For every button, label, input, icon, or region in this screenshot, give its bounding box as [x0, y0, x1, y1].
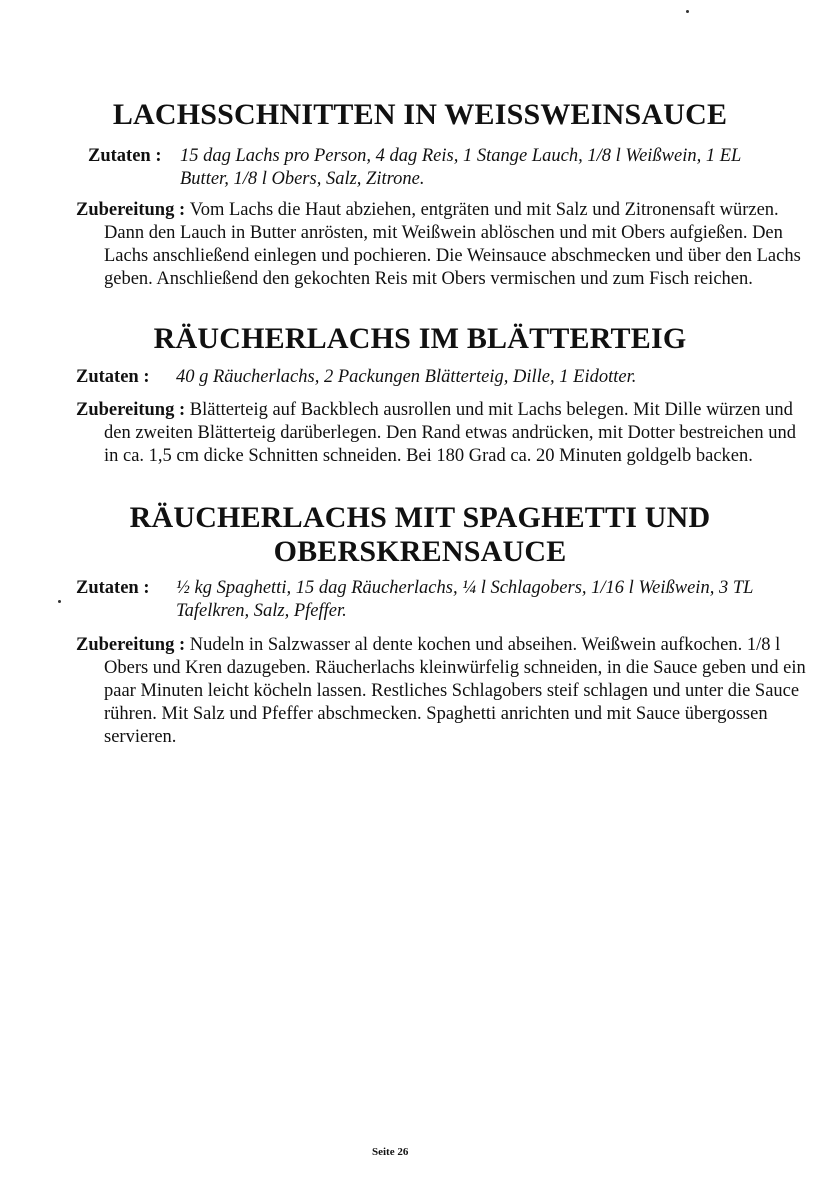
scan-speck — [58, 600, 61, 603]
ingredients-text: 15 dag Lachs pro Person, 4 dag Reis, 1 Stange Lauch, 1/8 l Weißwein, 1 EL Butter, 1/8 l Obers, Salz, Zitrone. — [180, 146, 741, 189]
preparation-label: Zubereitung : — [76, 200, 190, 220]
preparation-text: Nudeln in Salzwasser al dente kochen und abseihen. Weißwein aufkochen. 1/8 l Obers und Kren dazugeben. Räucherlachs kleinwürfelig schneiden, in die Sauce geben und ein paar Minuten leicht köcheln lassen. Restliches Schlagobers steif schlagen und unter die Sauce rühren. Mit Salz und Pfeffer abschmecken. Spaghetti anrichten und mit Sauce übergossen servieren. — [104, 635, 806, 747]
ingredients-label: Zutaten : — [76, 367, 150, 387]
recipe-title-line-2: OBERSKRENSAUCE — [273, 535, 567, 568]
page-number: Seite 26 — [372, 1146, 409, 1158]
recipe-title-raeucherlachs-spaghetti — [70, 501, 770, 569]
recipe-1-preparation — [76, 199, 814, 291]
recipe-3-preparation — [76, 634, 814, 749]
recipe-title-raeucherlachs-blaetterteig: RÄUCHERLACHS IM BLÄTTERTEIG — [153, 322, 687, 355]
ingredients-label: Zutaten : — [88, 146, 162, 166]
recipe-2-preparation — [76, 399, 814, 468]
recipe-3-ingredients — [76, 577, 786, 623]
recipe-1-ingredients — [88, 145, 788, 191]
preparation-text: Blätterteig auf Backblech ausrollen und mit Lachs belegen. Mit Dille würzen und den zweiten Blätterteig darüberlegen. Den Rand etwas andrücken, mit Dotter bestreichen und in ca. 1,5 cm dicke Schnitten schneiden. Bei 180 Grad ca. 20 Minuten goldgelb backen. — [104, 400, 796, 466]
ingredients-text: 40 g Räucherlachs, 2 Packungen Blätterteig, Dille, 1 Eidotter. — [176, 367, 637, 387]
scan-speck — [686, 10, 689, 13]
ingredients-label: Zutaten : — [76, 578, 150, 598]
recipe-title-line-1: RÄUCHERLACHS MIT SPAGHETTI UND — [129, 501, 711, 534]
preparation-text: Vom Lachs die Haut abziehen, entgräten und mit Salz und Zitronensaft würzen. Dann den Lauch in Butter anrösten, mit Weißwein ablöschen und mit Obers aufgießen. Den Lachs anschließend einlegen und pochieren. Die Weinsauce abschmecken und über den Lachs geben. Anschließend den gekochten Reis mit Obers vermischen und zum Fisch reichen. — [104, 200, 801, 289]
preparation-label: Zubereitung : — [76, 635, 190, 655]
recipe-2-ingredients — [76, 366, 786, 389]
ingredients-text: ½ kg Spaghetti, 15 dag Räucherlachs, ¼ l Schlagobers, 1/16 l Weißwein, 3 TL Tafelkren, Salz, Pfeffer. — [176, 578, 754, 621]
recipe-title-lachsschnitten: LACHSSCHNITTEN IN WEISSWEINSAUCE — [112, 98, 728, 131]
preparation-label: Zubereitung : — [76, 400, 190, 420]
